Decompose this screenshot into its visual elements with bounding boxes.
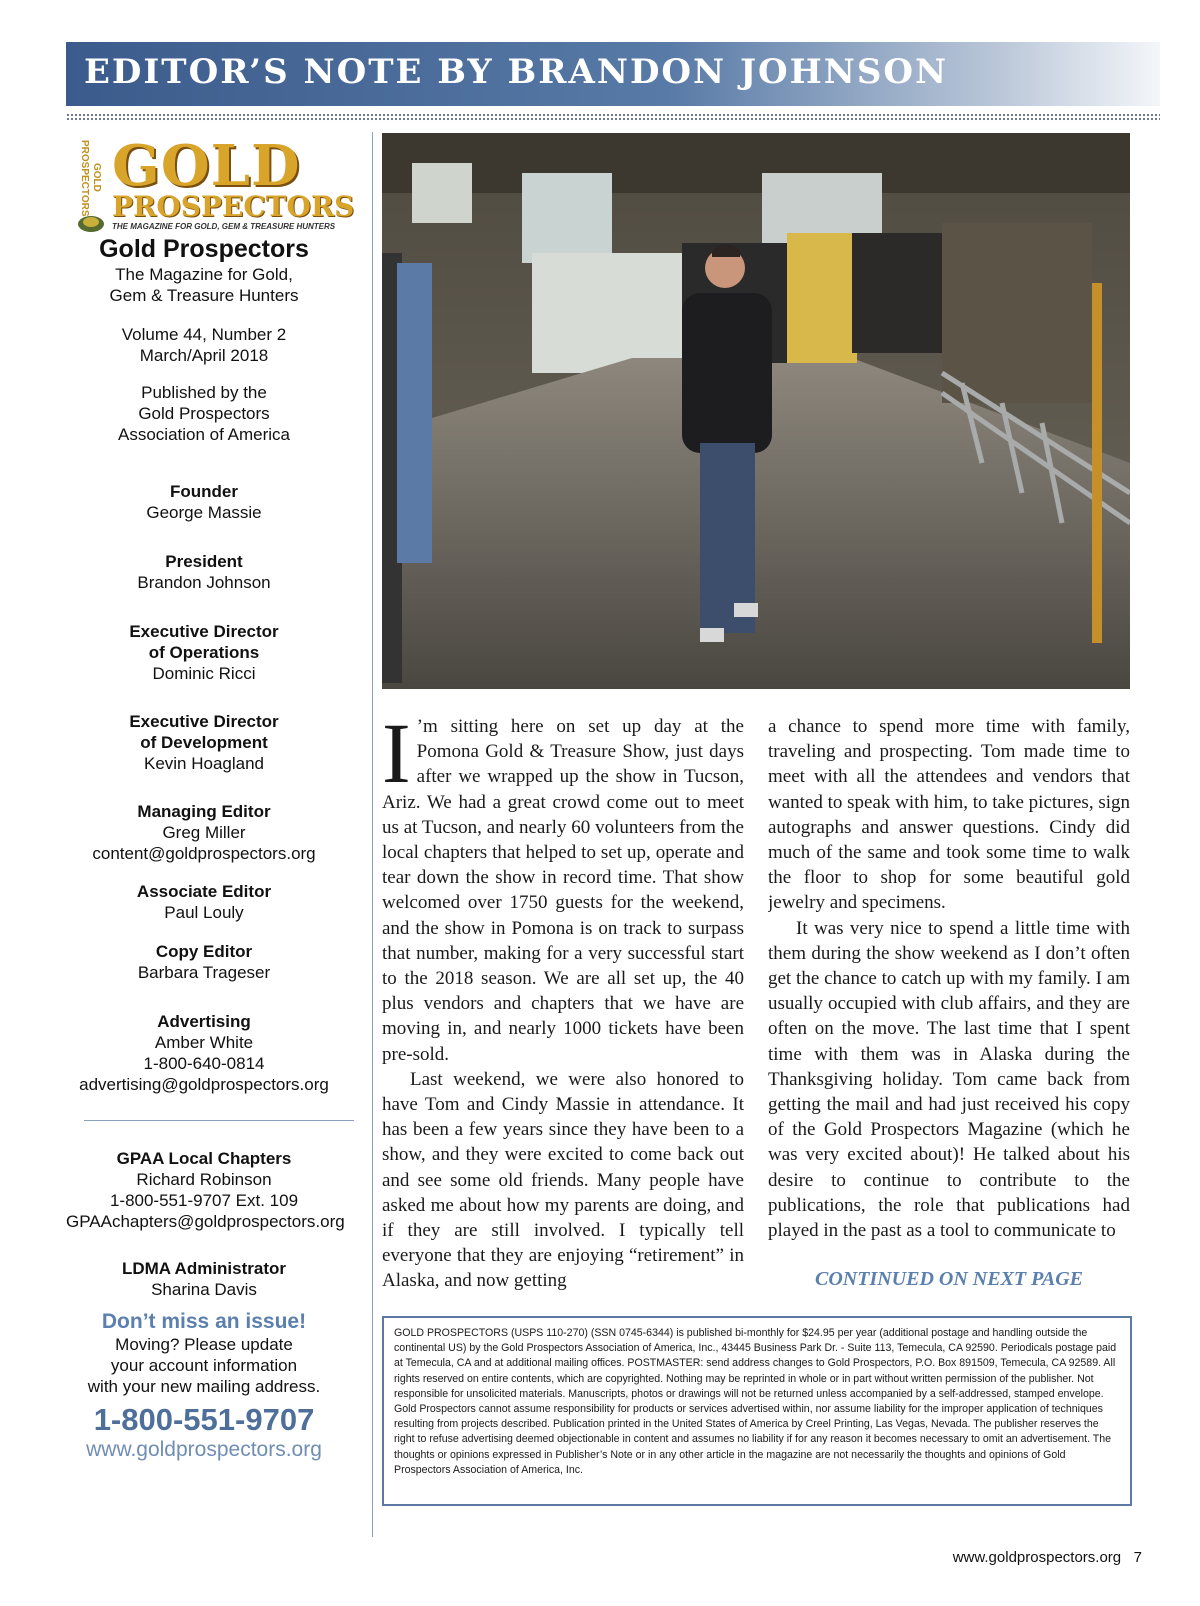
article-column-1 bbox=[382, 714, 744, 1294]
article-paragraph: Last weekend, we were also honored to have Tom and Cindy Massie in attendance. It has been a few years since they have been to a show, and they were excited to come back out and see some old friends. Many people have asked me about how my parents are doing, and if they are still involved. I typically tell everyone that they are enjoying “retirement” in Alaska, and now getting bbox=[382, 1068, 744, 1292]
publisher-info bbox=[66, 382, 342, 445]
staff-copy-editor bbox=[66, 941, 342, 983]
staff-founder bbox=[66, 481, 342, 523]
logo-side-text: GOLD PROSPECTORS bbox=[79, 140, 102, 217]
masthead-sidebar bbox=[66, 130, 366, 1540]
staff-role: Executive Director bbox=[129, 622, 279, 641]
staff-phone: 1-800-551-9707 Ext. 109 bbox=[109, 1191, 299, 1210]
staff-advertising bbox=[66, 1011, 342, 1095]
staff-name: Brandon Johnson bbox=[137, 573, 271, 592]
dont-miss-heading: Don’t miss an issue! bbox=[101, 1310, 307, 1333]
publisher-line-3: Association of America bbox=[118, 425, 290, 444]
moving-line-2: your account information bbox=[110, 1356, 298, 1375]
website-link[interactable]: www.goldprospectors.org bbox=[86, 1438, 322, 1461]
section-banner bbox=[66, 42, 1160, 106]
article-photo bbox=[382, 133, 1130, 689]
subscription-notice bbox=[66, 1310, 342, 1397]
column-rule bbox=[372, 132, 373, 1537]
article-paragraph: a chance to spend more time with family, traveling and prospecting. Tom made time to meet with all the attendees and vendors that wanted to speak with him, to take pictures, sign autographs and answer questions. Cindy did much of the same and took some time to walk the floor to shop for some beautiful gold jewelry and specimens. bbox=[768, 716, 1130, 914]
staff-email: advertising@goldprospectors.org bbox=[79, 1075, 329, 1094]
staff-name: Paul Louly bbox=[164, 903, 244, 922]
volume-number: Volume 44, Number 2 bbox=[121, 325, 287, 344]
staff-role: Associate Editor bbox=[136, 882, 272, 901]
publisher-line-1: Published by the bbox=[141, 383, 267, 402]
staff-email: GPAAchapters@goldprospectors.org bbox=[66, 1212, 345, 1231]
moving-line-1: Moving? Please update bbox=[115, 1335, 293, 1354]
issue-info bbox=[66, 324, 342, 366]
logo-word-gold: GOLD bbox=[112, 133, 301, 199]
page-title: EDITOR’S NOTE BY BRANDON JOHNSON bbox=[84, 52, 949, 92]
show-floor-photo bbox=[382, 133, 1130, 689]
staff-name: Greg Miller bbox=[162, 823, 246, 842]
staff-phone: 1-800-640-0814 bbox=[143, 1054, 265, 1073]
staff-name: Dominic Ricci bbox=[152, 664, 256, 683]
page-number: 7 bbox=[1133, 1549, 1142, 1566]
staff-role-2: of Development bbox=[140, 733, 268, 752]
gold-pan-icon bbox=[76, 212, 106, 234]
logo-word-prospectors: PROSPECTORS bbox=[112, 190, 355, 223]
staff-role: LDMA Administrator bbox=[121, 1259, 286, 1278]
dotted-divider bbox=[66, 113, 1160, 121]
publisher-line-2: Gold Prospectors bbox=[138, 404, 270, 423]
staff-name: Amber White bbox=[154, 1033, 254, 1052]
masthead-title-block bbox=[66, 234, 342, 306]
staff-name: Sharina Davis bbox=[151, 1280, 257, 1299]
staff-role: Advertising bbox=[157, 1012, 251, 1031]
footer-website[interactable]: www.goldprospectors.org bbox=[952, 1549, 1122, 1566]
article-column-2 bbox=[768, 714, 1130, 1294]
staff-name: George Massie bbox=[146, 503, 262, 522]
magazine-name: Gold Prospectors bbox=[99, 235, 309, 263]
staff-name: Kevin Hoagland bbox=[143, 754, 265, 773]
issue-date: March/April 2018 bbox=[139, 346, 269, 365]
phone-number[interactable]: 1-800-551-9707 bbox=[93, 1402, 315, 1437]
staff-role-2: of Operations bbox=[148, 643, 260, 662]
magazine-logo bbox=[74, 133, 364, 234]
logo-tagline: THE MAGAZINE FOR GOLD, GEM & TREASURE HUNTERS bbox=[112, 222, 336, 231]
staff-local-chapters bbox=[66, 1148, 345, 1232]
article-paragraph bbox=[382, 714, 744, 1067]
staff-name: Barbara Trageser bbox=[137, 963, 271, 982]
staff-ldma-admin bbox=[66, 1258, 342, 1300]
staff-role: Managing Editor bbox=[137, 802, 271, 821]
drop-cap: I bbox=[382, 714, 411, 801]
staff-role: President bbox=[165, 552, 243, 571]
staff-name: Richard Robinson bbox=[136, 1170, 272, 1189]
staff-associate-editor bbox=[66, 881, 342, 923]
staff-role: GPAA Local Chapters bbox=[116, 1149, 292, 1168]
publication-notice-box: GOLD PROSPECTORS (USPS 110-270) (SSN 0745-6344) is published bi-monthly for $24.95 per year (additional postage and handling outside the continental US) by the Gold Prospectors Association of America, Inc., 43445 Business Park Dr. - Suite 113, Temecula, CA 92590. Periodicals postage paid at Temecula, CA and at additional mailing offices. POSTMASTER: send address changes to Gold Prospectors, P.O. Box 891509, Temecula, CA 92589. All rights reserved on entire contents, which are copyrighted. Nothing may be reprinted in whole or in part without written permission of the publisher. Not responsible for unsolicited materials. Manuscripts, photos or drawings will not be returned unless accompanied by a self-addressed, stamped envelope. Gold Prospectors cannot assume responsibility for products or services advertised within, nor assume liability for the improper application of techniques resulting from projects described. Publication printed in the United States of America by Creel Printing, Las Vegas, Nevada. The publisher reserves the right to refuse advertising deemed objectionable in content and assumes no liability if for any reason it becomes necessary to omit an advertisement. The thoughts or opinions expressed in Publisher’s Note or in any other article in the magazine are not necessarily the thoughts and opinions of Gold Prospectors Association of America, Inc. bbox=[382, 1316, 1132, 1506]
paragraph-text: ’m sitting here on set up day at the Pomona Gold & Treasure Show, just days after we wrapped up the show in Tucson, Ariz. We had a great crowd come out to meet us at Tucson, and nearly 60 volunteers from the local chapters that helped to set up, operate and tear down the show in record time. That show welcomed over 1750 guests for the weekend, and the show in Pomona is on track to surpass that number, making for a very successful start to the 2018 season. We are all set up, the 40 plus vendors and chapters that we have are moving in, and nearly 1000 tickets have been pre-sold. bbox=[382, 716, 744, 1065]
sidebar-divider bbox=[84, 1120, 354, 1121]
staff-president bbox=[66, 551, 342, 593]
staff-email: content@goldprospectors.org bbox=[92, 844, 316, 863]
staff-exec-development bbox=[66, 711, 342, 774]
article-paragraph: It was very nice to spend a little time with them during the show weekend as I don’t often get the chance to catch up with my family. I am usually occupied with club affairs, and they are often on the move. The last time that I spent time with them was in Alaska during the Thanksgiving holiday. Tom came back from getting the mail and had just received his copy of the Gold Prospectors Magazine (which he was very excited about)! He talked about his desire to continue to contribute to the publications, the role that publications had played in the past as a tool to communicate to bbox=[768, 917, 1130, 1242]
staff-exec-operations bbox=[66, 621, 342, 684]
page-footer bbox=[953, 1549, 1142, 1566]
magazine-subtitle-2: Gem & Treasure Hunters bbox=[109, 286, 299, 305]
moving-line-3: with your new mailing address. bbox=[87, 1377, 321, 1396]
contact-block bbox=[66, 1402, 342, 1462]
continued-notice: CONTINUED ON NEXT PAGE bbox=[815, 1268, 1083, 1290]
staff-role: Executive Director bbox=[129, 712, 279, 731]
magazine-subtitle-1: The Magazine for Gold, bbox=[115, 265, 293, 284]
staff-role: Founder bbox=[170, 482, 238, 501]
staff-role: Copy Editor bbox=[155, 942, 253, 961]
staff-managing-editor bbox=[66, 801, 342, 864]
